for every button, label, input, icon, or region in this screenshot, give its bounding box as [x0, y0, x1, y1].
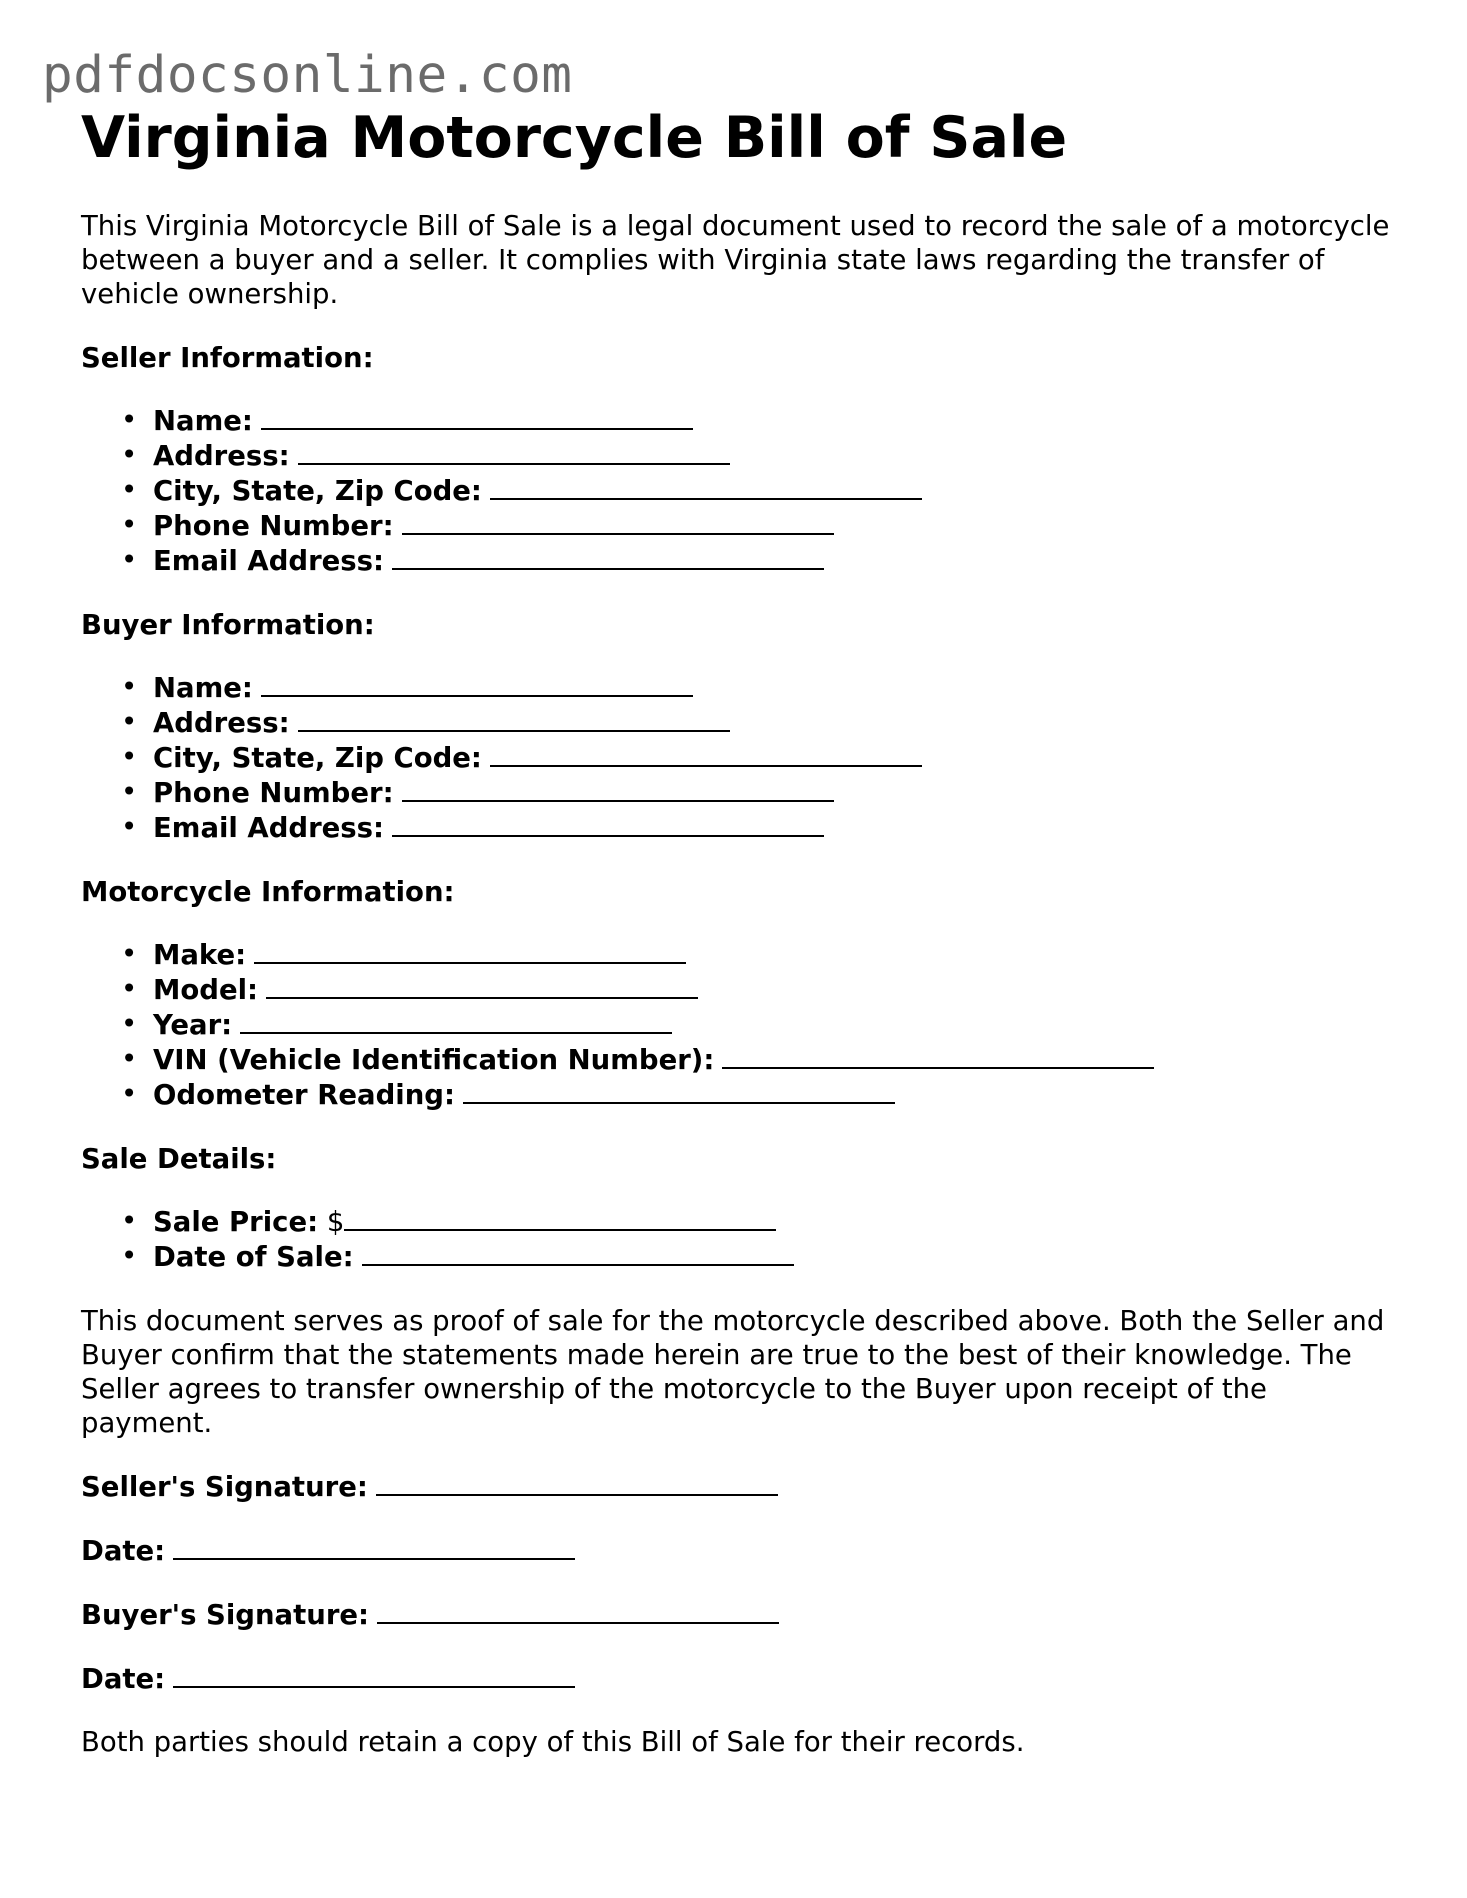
odometer-blank[interactable]	[463, 1077, 895, 1104]
sale-fields	[81, 1204, 1401, 1274]
buyer-email-field	[153, 810, 1401, 845]
buyer-heading: Buyer Information:	[81, 609, 375, 641]
buyer-signature-blank[interactable]	[377, 1597, 779, 1624]
seller-name-blank[interactable]	[261, 403, 693, 430]
buyer-signature-line	[81, 1597, 1401, 1632]
motorcycle-heading: Motorcycle Information:	[81, 876, 455, 908]
seller-name-field	[153, 403, 1401, 438]
field-label: City, State, Zip Code:	[153, 742, 482, 774]
buyer-address-blank[interactable]	[298, 705, 730, 732]
field-label: Name:	[153, 672, 253, 704]
sale-price-field	[153, 1204, 1401, 1239]
buyer-city-blank[interactable]	[490, 740, 922, 767]
field-label: Model:	[153, 974, 259, 1006]
buyer-phone-field	[153, 775, 1401, 810]
seller-signature-line	[81, 1469, 1401, 1504]
seller-date-blank[interactable]	[173, 1533, 575, 1560]
buyer-name-field	[153, 670, 1401, 705]
seller-signature-blank[interactable]	[376, 1469, 778, 1496]
seller-date-label: Date:	[81, 1535, 166, 1567]
field-label: Odometer Reading:	[153, 1079, 455, 1111]
final-note: Both parties should retain a copy of this Bill of Sale for their records.	[81, 1726, 1025, 1758]
year-blank[interactable]	[240, 1007, 672, 1034]
seller-city-blank[interactable]	[490, 473, 922, 500]
currency-symbol: $	[326, 1206, 345, 1238]
field-label: Address:	[153, 440, 290, 472]
field-label: Phone Number:	[153, 777, 394, 809]
sale-date-blank[interactable]	[362, 1239, 794, 1266]
buyer-date-line	[81, 1661, 1401, 1696]
seller-phone-field	[153, 508, 1401, 543]
seller-address-blank[interactable]	[298, 438, 730, 465]
model-field	[153, 972, 1401, 1007]
seller-date-line	[81, 1533, 1401, 1568]
buyer-date-label: Date:	[81, 1663, 166, 1695]
buyer-signature-label: Buyer's Signature:	[81, 1599, 370, 1631]
field-label: Email Address:	[153, 812, 385, 844]
field-label: VIN (Vehicle Identification Number):	[153, 1044, 715, 1076]
buyer-fields	[81, 670, 1401, 845]
seller-phone-blank[interactable]	[402, 508, 834, 535]
buyer-address-field	[153, 705, 1401, 740]
sale-price-blank[interactable]	[344, 1204, 776, 1231]
field-label: Sale Price:	[153, 1206, 319, 1238]
odometer-field	[153, 1077, 1401, 1112]
field-label: Email Address:	[153, 545, 385, 577]
motorcycle-fields	[81, 937, 1401, 1112]
watermark: pdfdocsonline.com	[42, 46, 573, 105]
vin-blank[interactable]	[722, 1042, 1154, 1069]
vin-field	[153, 1042, 1401, 1077]
intro-paragraph: This Virginia Motorcycle Bill of Sale is a legal document used to record the sale of a motorcycle between a buyer and a seller. It complies with Virginia state laws regarding the transfer of vehicle ownership.	[81, 210, 1390, 310]
buyer-email-blank[interactable]	[392, 810, 824, 837]
seller-city-field	[153, 473, 1401, 508]
field-label: Name:	[153, 405, 253, 437]
buyer-phone-blank[interactable]	[402, 775, 834, 802]
field-label: Make:	[153, 939, 247, 971]
year-field	[153, 1007, 1401, 1042]
buyer-city-field	[153, 740, 1401, 775]
seller-address-field	[153, 438, 1401, 473]
page-title: Virginia Motorcycle Bill of Sale	[81, 105, 1068, 171]
seller-email-field	[153, 543, 1401, 578]
document-body	[81, 100, 1401, 1759]
seller-fields	[81, 403, 1401, 578]
sale-date-field	[153, 1239, 1401, 1274]
field-label: City, State, Zip Code:	[153, 475, 482, 507]
field-label: Year:	[153, 1009, 233, 1041]
make-blank[interactable]	[254, 937, 686, 964]
buyer-name-blank[interactable]	[261, 670, 693, 697]
make-field	[153, 937, 1401, 972]
seller-heading: Seller Information:	[81, 342, 374, 374]
field-label: Phone Number:	[153, 510, 394, 542]
sale-heading: Sale Details:	[81, 1143, 277, 1175]
seller-signature-label: Seller's Signature:	[81, 1471, 368, 1503]
field-label: Date of Sale:	[153, 1241, 354, 1273]
model-blank[interactable]	[266, 972, 698, 999]
buyer-date-blank[interactable]	[173, 1661, 575, 1688]
closing-paragraph: This document serves as proof of sale for the motorcycle described above. Both the Seller and Buyer confirm that the statements made herein are true to the best of their knowledge. The Seller agrees to transfer ownership of the motorcycle to the Buyer upon receipt of the payment.	[81, 1305, 1385, 1439]
seller-email-blank[interactable]	[392, 543, 824, 570]
field-label: Address:	[153, 707, 290, 739]
